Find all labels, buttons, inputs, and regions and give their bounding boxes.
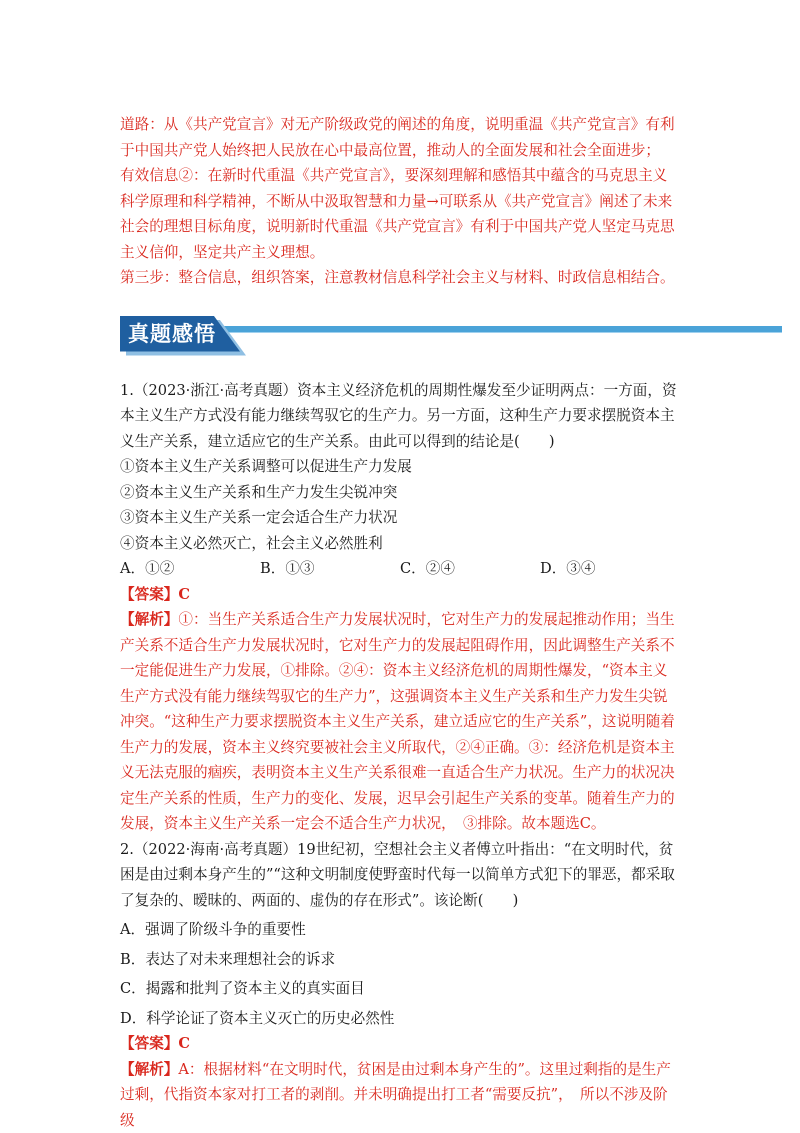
q2-analysis-text: A：根据材料“在文明时代，贫困是由过剩本身产生的”。这里过剩指的是生产过剩，代指资本家对打工者的剥削。并未明确提出打工者“需要反抗”， 所以不涉及阶级 bbox=[120, 1061, 671, 1129]
section-banner bbox=[120, 316, 680, 366]
q1-option-b: B．①③ bbox=[260, 556, 400, 582]
q1-option-d: D．③④ bbox=[540, 556, 680, 582]
intro-paragraph-1: 道路：从《共产党宣言》对无产阶级政党的阐述的角度，说明重温《共产党宣言》有利于中国共产党人始终把人民放在心中最高位置，推动人的全面发展和社会全面进步； bbox=[120, 112, 680, 163]
q2-option-a: A．强调了阶级斗争的重要性 bbox=[120, 917, 680, 943]
section-title: 真题感悟 bbox=[128, 319, 216, 349]
q2-answer-label: 【答案】 bbox=[120, 1035, 178, 1052]
q1-analysis bbox=[120, 607, 680, 837]
q2-stem: 2.（2022·海南·高考真题）19世纪初，空想社会主义者傅立叶指出：“在文明时代，贫困是由过剩本身产生的”“这种文明制度使野蛮时代每一以简单方式犯下的罪恶，都采取了复杂的、暧昧的、两面的、虚伪的存在形式”。该论断( ) bbox=[120, 837, 680, 914]
q1-option-c: C．②④ bbox=[400, 556, 540, 582]
intro-paragraph-3: 第三步：整合信息，组织答案，注意教材信息科学社会主义与材料、时政信息相结合。 bbox=[120, 265, 680, 291]
q2-option-d: D．科学论证了资本主义灭亡的历史必然性 bbox=[120, 1006, 680, 1032]
q1-option-a: A．①② bbox=[120, 556, 260, 582]
intro-paragraph-2: 有效信息②：在新时代重温《共产党宣言》，要深刻理解和感悟其中蕴含的马克思主义科学原理和科学精神，不断从中汲取智慧和力量→可联系从《共产党宣言》阐述了未来社会的理想目标角度，说明新时代重温《共产党宣言》有利于中国共产党人坚定马克思主义信仰，坚定共产主义理想。 bbox=[120, 163, 680, 265]
q2-option-c: C．揭露和批判了资本主义的真实面目 bbox=[120, 976, 680, 1002]
q1-item-2: ②资本主义生产关系和生产力发生尖锐冲突 bbox=[120, 480, 680, 506]
q2-analysis bbox=[120, 1057, 680, 1133]
q2-answer bbox=[120, 1031, 680, 1057]
page-content bbox=[120, 112, 680, 1133]
q1-item-1: ①资本主义生产关系调整可以促进生产力发展 bbox=[120, 454, 680, 480]
q1-answer-value: C bbox=[178, 586, 190, 603]
q2-option-b: B．表达了对未来理想社会的诉求 bbox=[120, 947, 680, 973]
q1-item-4: ④资本主义必然灭亡，社会主义必然胜利 bbox=[120, 531, 680, 557]
q1-options bbox=[120, 556, 680, 582]
q1-analysis-text: ①：当生产关系适合生产力发展状况时，它对生产力的发展起推动作用；当生产关系不适合生产力发展状况时，它对生产力的发展起阻碍作用，因此调整生产关系不一定能促进生产力发展，①排除。②④：资本主义经济危机的周期性爆发，“资本主义生产方式没有能力继续驾驭它的生产力”，这强调资本主义生产关系和生产力发生尖锐冲突。“这种生产力要求摆脱资本主义生产关系，建立适应它的生产关系”，这说明随着生产力的发展，资本主义终究要被社会主义所取代，②④正确。③：经济危机是资本主义无法克服的痼疾，表明资本主义生产关系很难一直适合生产力状况。生产力的状况决定生产关系的性质，生产力的变化、发展，迟早会引起生产关系的变革。随着生产力的发展，资本主义生产关系一定会不适合生产力状况， ③排除。故本题选C。 bbox=[120, 611, 675, 832]
q2-analysis-label: 【解析】 bbox=[120, 1061, 178, 1078]
q1-item-3: ③资本主义生产关系一定会适合生产力状况 bbox=[120, 505, 680, 531]
q1-answer-label: 【答案】 bbox=[120, 586, 178, 603]
q1-answer bbox=[120, 582, 680, 608]
q1-stem: 1.（2023·浙江·高考真题）资本主义经济危机的周期性爆发至少证明两点：一方面，资本主义生产方式没有能力继续驾驭它的生产力。另一方面，这种生产力要求摆脱资本主义生产关系，建立适应它的生产关系。由此可以得到的结论是( ) bbox=[120, 378, 680, 455]
q1-analysis-label: 【解析】 bbox=[120, 611, 178, 628]
q2-answer-value: C bbox=[178, 1035, 190, 1052]
